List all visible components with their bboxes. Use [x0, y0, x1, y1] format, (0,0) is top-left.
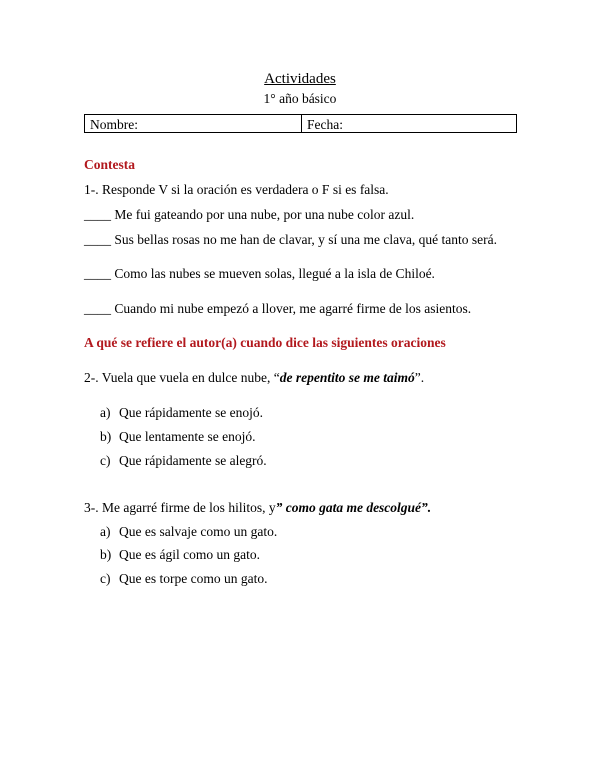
option-item	[100, 453, 267, 469]
question3-text	[84, 500, 431, 516]
option-letter: c)	[100, 453, 111, 468]
option-letter: c)	[100, 571, 111, 586]
option-item	[100, 405, 263, 421]
option-text: Que lentamente se enojó.	[119, 429, 256, 444]
section2-heading: A qué se refiere el autor(a) cuando dice las siguientes oraciones	[84, 335, 446, 350]
true-false-item: ____ Como las nubes se mueven solas, llegué a la isla de Chiloé.	[84, 266, 435, 281]
option-text: Que es salvaje como un gato.	[119, 524, 278, 539]
page-subtitle: 1° año básico	[263, 91, 337, 106]
page-title: Actividades	[264, 71, 336, 87]
name-field[interactable]: Nombre:	[85, 115, 302, 133]
option-text: Que rápidamente se enojó.	[119, 405, 263, 420]
date-field[interactable]: Fecha:	[302, 115, 517, 133]
option-text: Que es torpe como un gato.	[119, 571, 268, 586]
true-false-item: ____ Cuando mi nube empezó a llover, me agarré firme de los asientos.	[84, 301, 472, 316]
question2-prefix: 2-. Vuela que vuela en dulce nube, “	[84, 370, 280, 385]
question3-quote: ” como gata me descolgué”.	[275, 500, 432, 515]
true-false-item: ____ Me fui gateando por una nube, por una nube color azul.	[84, 207, 415, 222]
question2-text	[84, 370, 424, 386]
option-letter: a)	[100, 405, 111, 420]
student-info-table	[84, 114, 517, 133]
option-text: Que rápidamente se alegró.	[119, 453, 267, 468]
option-letter: a)	[100, 524, 111, 539]
option-letter: b)	[100, 547, 112, 562]
option-text: Que es ágil como un gato.	[119, 547, 260, 562]
option-letter: b)	[100, 429, 112, 444]
true-false-item: ____ Sus bellas rosas no me han de clavar, y sí una me clava, qué tanto será.	[84, 232, 497, 247]
question3-prefix: 3-. Me agarré firme de los hilitos, y	[84, 500, 276, 515]
question1-instruction: 1-. Responde V si la oración es verdadera o F si es falsa.	[84, 182, 389, 197]
question2-quote: de repentito se me taimó	[279, 370, 415, 385]
question2-suffix: ”.	[414, 370, 425, 385]
option-item	[100, 429, 255, 445]
option-item	[100, 571, 267, 587]
option-item	[100, 524, 277, 540]
option-item	[100, 547, 260, 563]
section1-heading: Contesta	[84, 157, 135, 172]
